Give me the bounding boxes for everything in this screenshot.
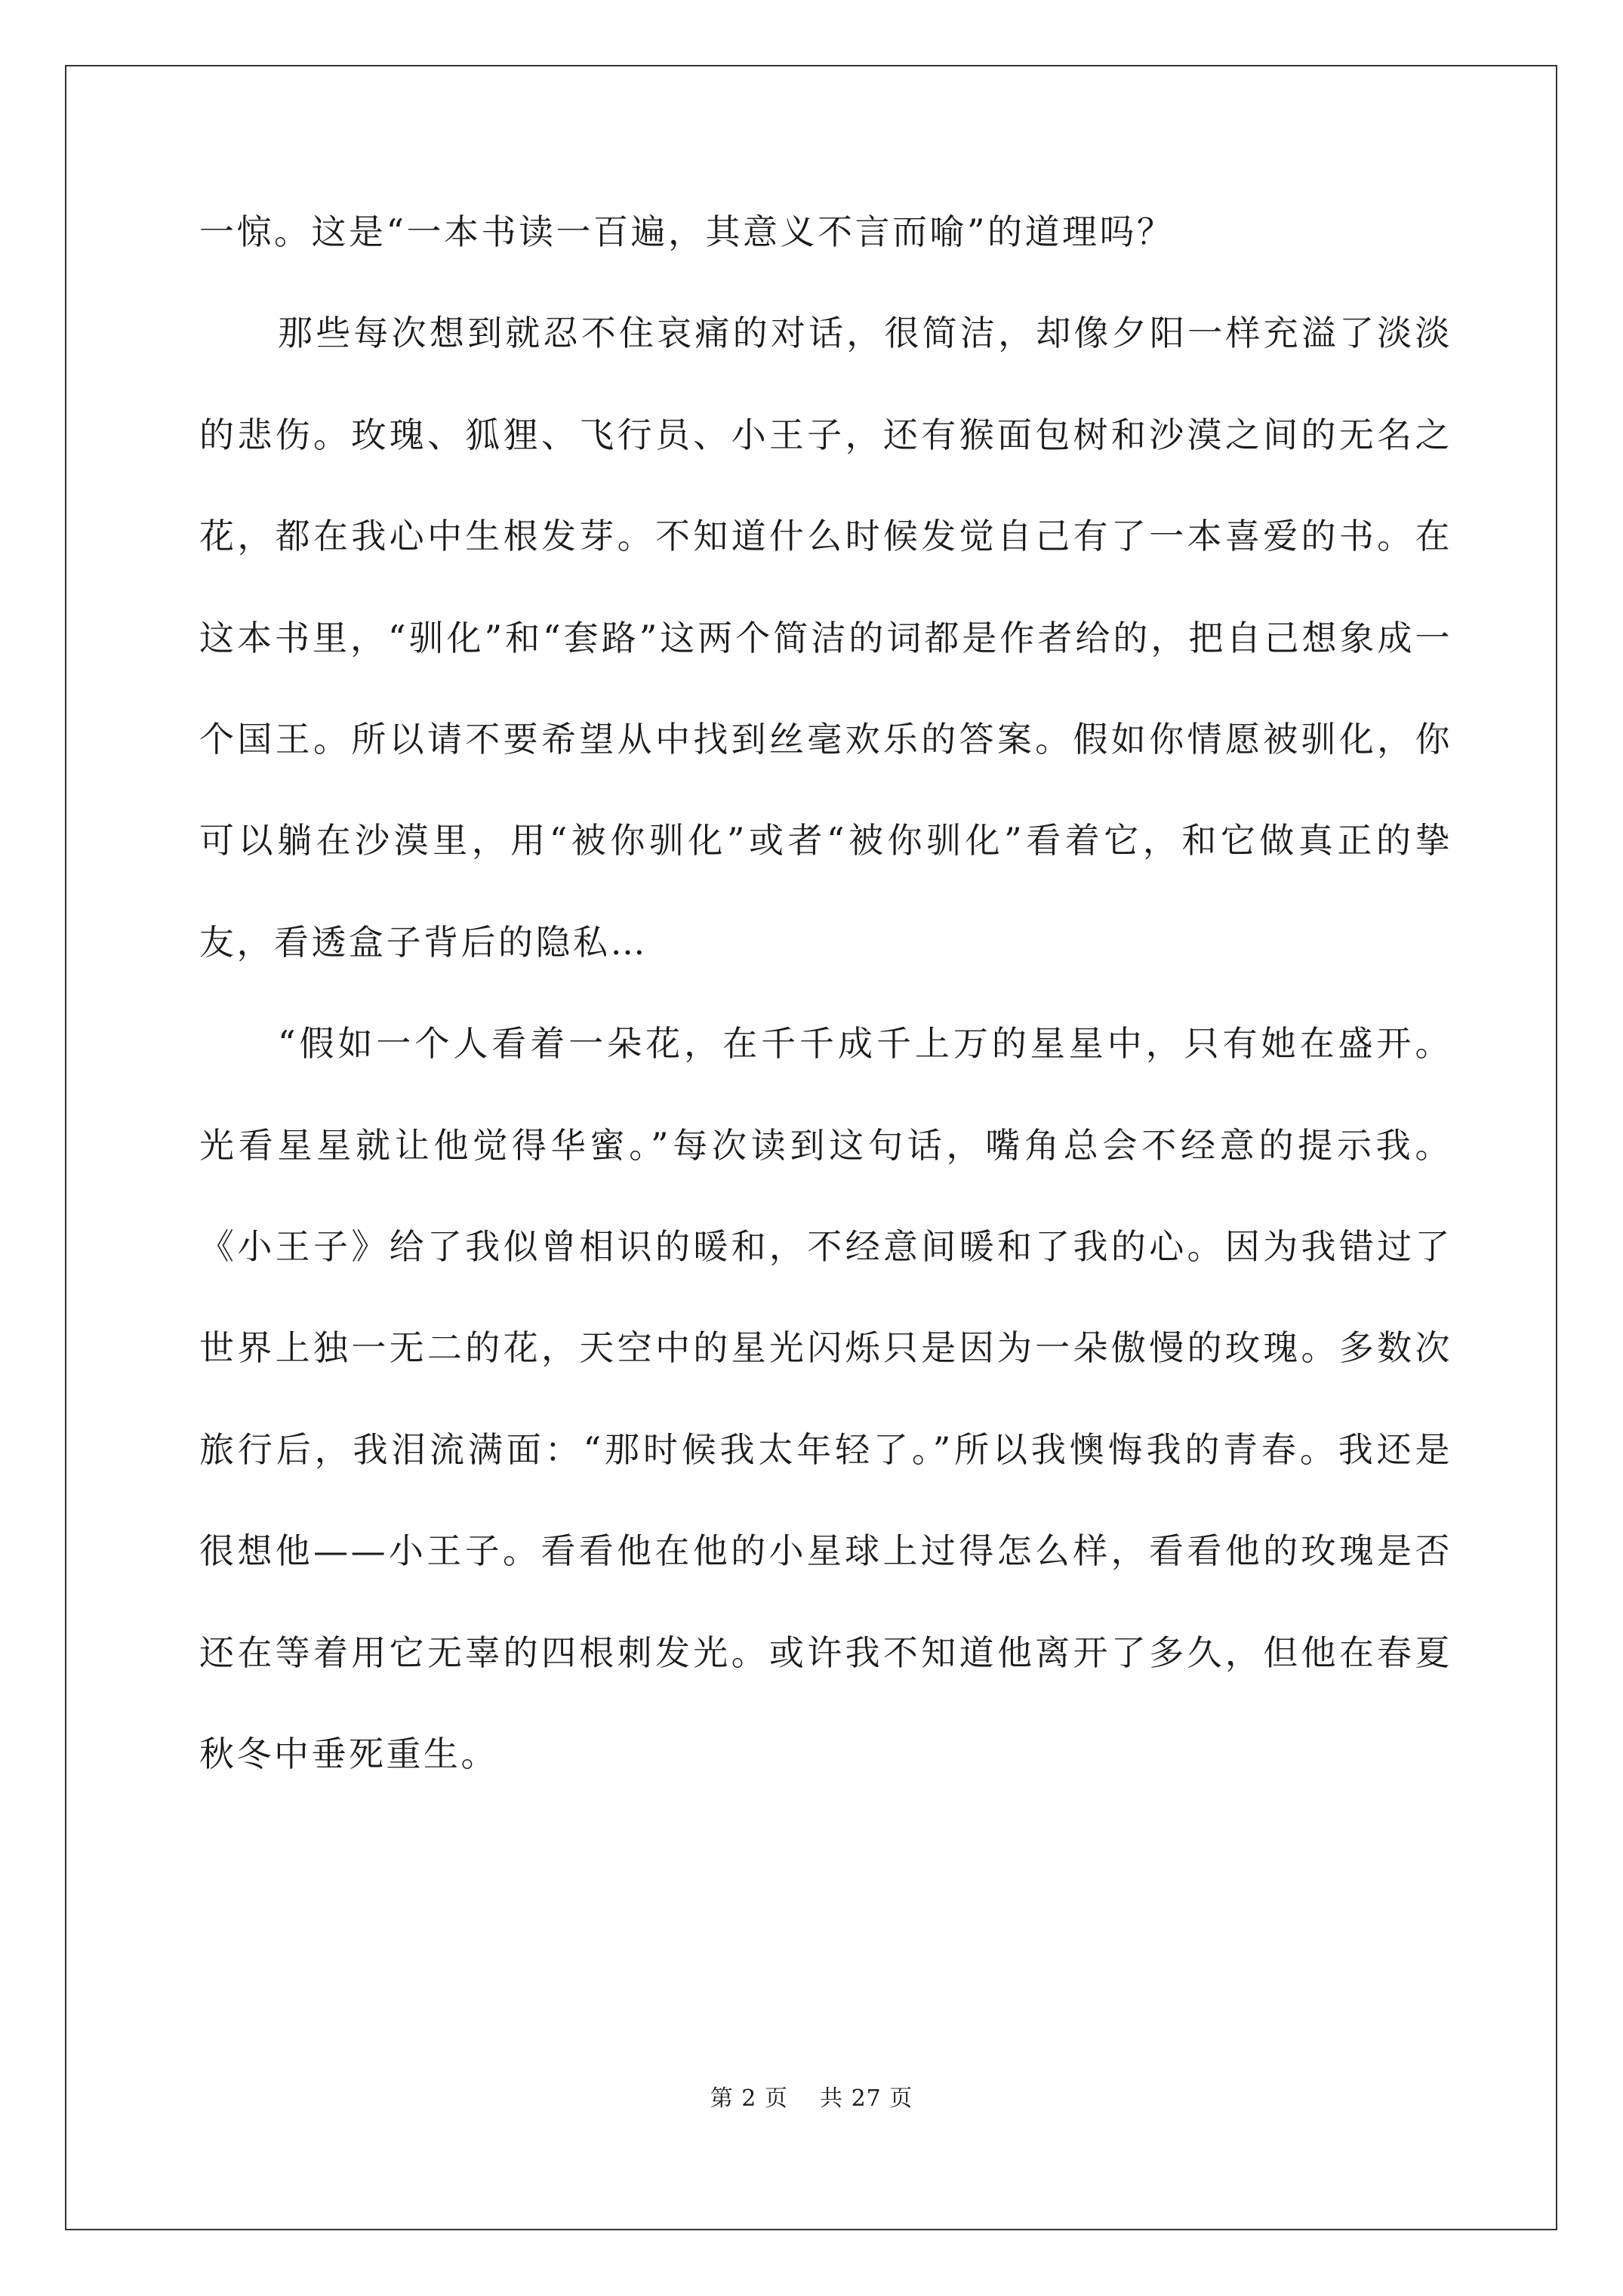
page-total: 共 27 页 — [820, 2085, 913, 2112]
page-number: 第 2 页 — [710, 2085, 788, 2112]
document-body — [199, 181, 1452, 1805]
page-footer — [0, 2079, 1623, 2113]
paragraph-1: 一惊。这是“一本书读一百遍，其意义不言而喻”的道理吗？ — [199, 211, 1175, 252]
paragraph-2: 那些每次想到就忍不住哀痛的对话，很简洁，却像夕阳一样充溢了淡淡的悲伤。玫瑰、狐狸、飞行员、小王子，还有猴面包树和沙漠之间的无名之花，都在我心中生根发芽。不知道什么时候发觉自己有了一本喜爱的书。在这本书里，“驯化”和“套路”这两个简洁的词都是作者给的，把自己想象成一个国王。所以请不要希望从中找到丝毫欢乐的答案。假如你情愿被驯化，你可以躺在沙漠里，用“被你驯化”或者“被你驯化”看着它，和它做真正的挚友，看透盒子背后的隐私… — [199, 313, 1452, 963]
paragraph-3: “假如一个人看着一朵花，在千千成千上万的星星中，只有她在盛开。光看星星就让他觉得华蜜。”每次读到这句话，嘴角总会不经意的提示我。《小王子》给了我似曾相识的暖和，不经意间暖和了我的心。因为我错过了世界上独一无二的花，天空中的星光闪烁只是因为一朵傲慢的玫瑰。多数次旅行后，我泪流满面：“那时候我太年轻了。”所以我懊悔我的青春。我还是很想他——小王子。看看他在他的小星球上过得怎么样，看看他的玫瑰是否还在等着用它无辜的四根刺发光。或许我不知道他离开了多久，但他在春夏秋冬中垂死重生。 — [199, 1023, 1452, 1775]
